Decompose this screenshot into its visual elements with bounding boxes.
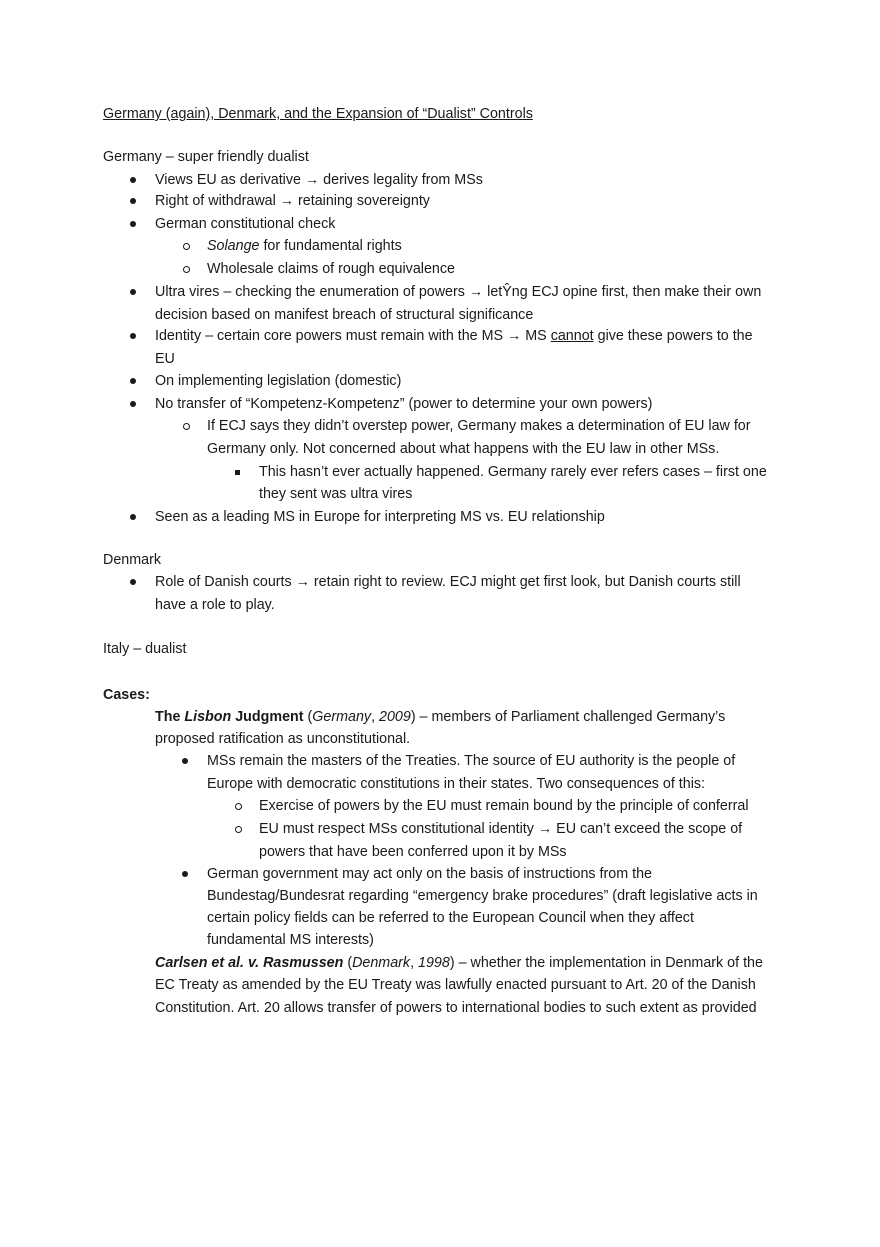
lisbon-point-2-line-3: certain policy fields can be referred to the European Council when they affect [207, 910, 694, 926]
germany-point-7a-i-line-2: they sent was ultra vires [259, 486, 413, 502]
germany-point-7: No transfer of “Kompetenz-Kompetenz” (power to determine your own powers) [155, 396, 653, 412]
germany-point-3a [207, 236, 402, 256]
germany-point-3a-text: for fundamental rights [259, 238, 402, 254]
bullet-icon [126, 326, 140, 346]
bullet-icon [178, 751, 192, 771]
lisbon-case-title [155, 707, 725, 727]
germany-heading: Germany – super friendly dualist [103, 149, 309, 165]
denmark-point-1-line-1: Role of Danish courts → retain right to review. ECJ might get first look, but Danish courts still [155, 574, 741, 590]
germany-point-5-line-1 [155, 326, 753, 346]
germany-point-7a-i-line-1: This hasn’t ever actually happened. Germany rarely ever refers cases – first one [259, 464, 767, 480]
page-title: Germany (again), Denmark, and the Expansion of “Dualist” Controls [103, 106, 533, 122]
germany-point-7a-line-2: Germany only. Not concerned about what happens with the EU law in other MSs. [207, 441, 720, 457]
germany-point-2: Right of withdrawal → retaining sovereignty [155, 193, 430, 209]
germany-point-8: Seen as a leading MS in Europe for interpreting MS vs. EU relationship [155, 509, 605, 525]
lisbon-point-1a: Exercise of powers by the EU must remain bound by the principle of conferral [259, 798, 749, 814]
bullet-icon [126, 394, 140, 414]
carlsen-paren-open: ( [343, 955, 353, 971]
carlsen-description: ) – whether the implementation in Denmark of the [449, 955, 763, 971]
lisbon-point-1-line-1: MSs remain the masters of the Treaties. The source of EU authority is the people of [207, 753, 736, 769]
germany-point-4-line-1: Ultra vires – checking the enumeration of powers → letŶng ECJ opine first, then make their own [155, 284, 762, 300]
germany-point-7a-line-1: If ECJ says they didn’t overstep power, Germany makes a determination of EU law for [207, 418, 751, 434]
lisbon-description-line-2: proposed ratification as unconstitutional. [155, 731, 411, 747]
carlsen-case-title [155, 953, 763, 973]
germany-point-4-line-2: decision based on manifest breach of structural significance [155, 307, 534, 323]
lisbon-title-italic: Lisbon [184, 709, 232, 725]
cannot-emphasis: cannot [550, 328, 594, 344]
lisbon-point-1-line-2: Europe with democratic constitutions in their states. Two consequences of this: [207, 776, 706, 792]
lisbon-point-2-line-2: Bundestag/Bundesrat regarding “emergency brake procedures” (draft legislative acts in [207, 888, 758, 904]
germany-point-6: On implementing legislation (domestic) [155, 373, 402, 389]
bullet-icon [126, 507, 140, 527]
italy-heading: Italy – dualist [103, 641, 187, 657]
denmark-point-1-line-2: have a role to play. [155, 597, 275, 613]
lisbon-paren-open: ( [303, 709, 313, 725]
germany-point-5-text-a: Identity – certain core powers must remain with the MS → MS [155, 328, 551, 344]
circle-bullet-icon [179, 259, 193, 279]
bullet-icon [126, 572, 140, 592]
germany-point-5-text-b: give these powers to the [593, 328, 753, 344]
carlsen-court: Denmark [352, 955, 411, 971]
bullet-icon [126, 214, 140, 234]
solange-case: Solange [207, 238, 260, 254]
lisbon-point-1b-line-2: powers that have been conferred upon it by MSs [259, 844, 567, 860]
lisbon-point-1b-line-1: EU must respect MSs constitutional identity → EU can’t exceed the scope of [259, 821, 743, 837]
bullet-icon [126, 282, 140, 302]
germany-point-3b: Wholesale claims of rough equivalence [207, 261, 455, 277]
germany-point-3: German constitutional check [155, 216, 336, 232]
bullet-icon [126, 170, 140, 190]
bullet-icon [126, 191, 140, 211]
carlsen-description-line-3: Constitution. Art. 20 allows transfer of powers to international bodies to such extent as provided [155, 1000, 757, 1016]
carlsen-description-line-2: EC Treaty as amended by the EU Treaty was lawfully enacted pursuant to Art. 20 of the Danish [155, 977, 756, 993]
carlsen-separator: , [410, 955, 419, 971]
lisbon-point-2-line-1: German government may act only on the basis of instructions from the [207, 866, 652, 882]
circle-bullet-icon [179, 416, 193, 436]
lisbon-point-2-line-4: fundamental MS interests) [207, 932, 374, 948]
square-bullet-icon [230, 462, 244, 482]
lisbon-separator: , [371, 709, 380, 725]
bullet-icon [126, 371, 140, 391]
circle-bullet-icon [231, 796, 245, 816]
carlsen-year: 1998 [418, 955, 450, 971]
cases-heading: Cases: [103, 687, 150, 703]
circle-bullet-icon [179, 236, 193, 256]
denmark-heading: Denmark [103, 552, 161, 568]
lisbon-description: ) – members of Parliament challenged Germany’s [410, 709, 726, 725]
circle-bullet-icon [231, 819, 245, 839]
bullet-icon [178, 864, 192, 884]
lisbon-court: Germany [312, 709, 372, 725]
germany-point-5-line-2: EU [155, 351, 175, 367]
lisbon-title-part: The [155, 709, 185, 725]
germany-point-1: Views EU as derivative → derives legality from MSs [155, 172, 483, 188]
lisbon-year: 2009 [379, 709, 411, 725]
lisbon-title-part: Judgment [231, 709, 304, 725]
carlsen-case-name: Carlsen et al. v. Rasmussen [155, 955, 344, 971]
